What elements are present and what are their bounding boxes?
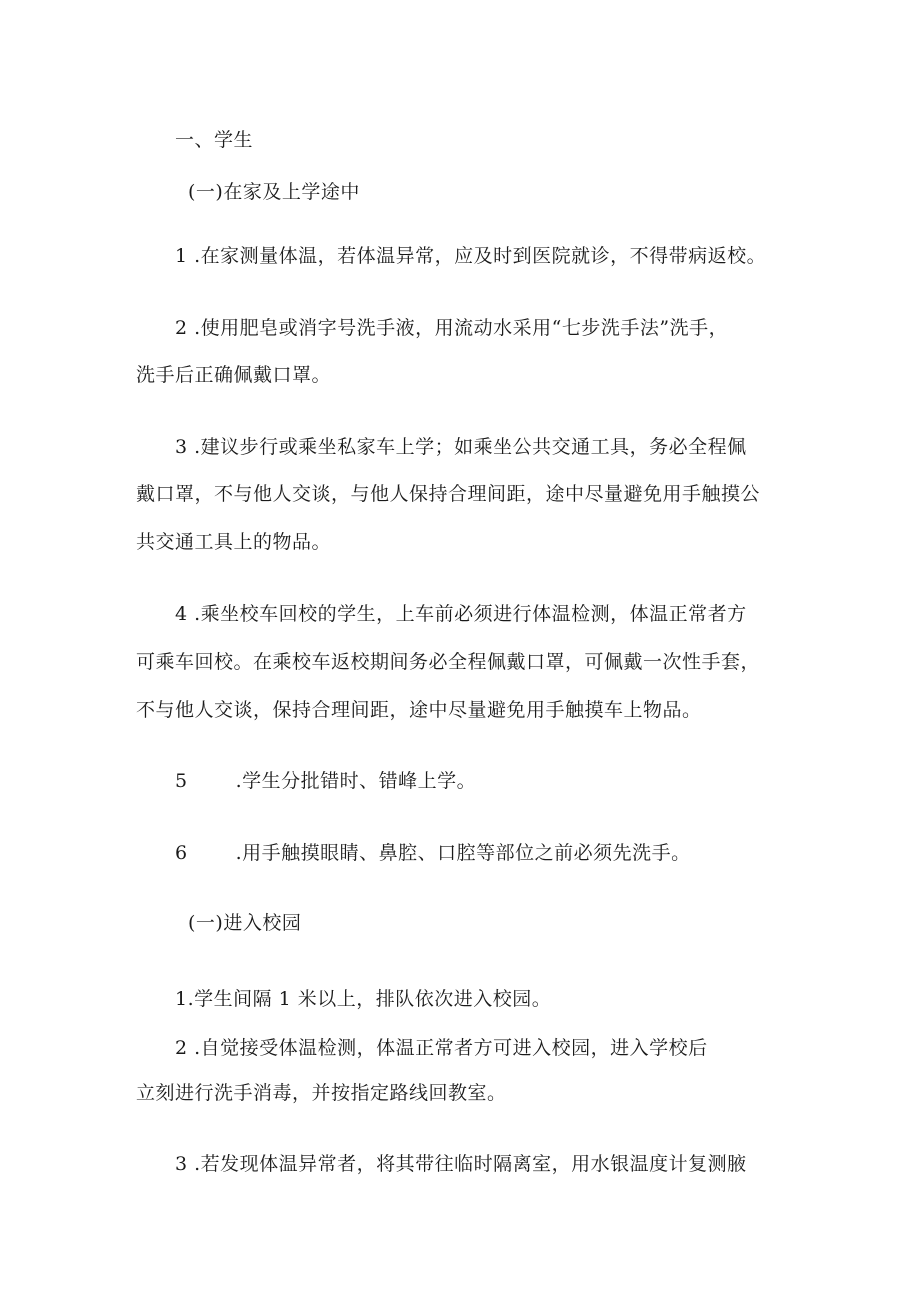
- item-5: [175, 769, 476, 793]
- item-3-line-3: 共交通工具上的物品。: [136, 531, 332, 553]
- item-2-line-2: 洗手后正确佩戴口罩。: [136, 364, 332, 386]
- item-6: [175, 841, 691, 865]
- subsection-title-home: (一)在家及上学途中: [188, 181, 360, 203]
- item-6-text: .用手触摸眼睛、鼻腔、口腔等部位之前必须先洗手。: [235, 842, 691, 864]
- campus-item-1-line-1: 1.学生间隔 1 米以上，排队依次进入校园。: [175, 988, 552, 1010]
- item-5-text: .学生分批错时、错峰上学。: [235, 770, 477, 792]
- subsection-title-campus: (一)进入校园: [188, 912, 302, 934]
- item-4-line-1: 4 .乘坐校车回校的学生，上车前必须进行体温检测，体温正常者方: [175, 603, 747, 625]
- section-heading: 一、学生: [175, 129, 254, 151]
- campus-item-2-line-2: 立刻进行洗手消毒，并按指定路线回教室。: [136, 1082, 507, 1104]
- item-4-line-2: 可乘车回校。在乘校车返校期间务必全程佩戴口罩，可佩戴一次性手套，: [136, 651, 761, 673]
- campus-item-3-line-1: 3 .若发现体温异常者，将其带往临时隔离室，用水银温度计复测腋: [175, 1153, 747, 1175]
- item-4-line-3: 不与他人交谈，保持合理间距，途中尽量避免用手触摸车上物品。: [136, 699, 702, 721]
- item-3-line-2: 戴口罩，不与他人交谈，与他人保持合理间距，途中尽量避免用手触摸公: [136, 483, 761, 505]
- item-5-number: 5: [175, 770, 188, 792]
- item-1-line-1: 1 .在家测量体温，若体温异常，应及时到医院就诊，不得带病返校。: [175, 245, 767, 267]
- item-2-line-1: 2 .使用肥皂或消字号洗手液，用流动水采用“七步洗手法”洗手，: [175, 317, 729, 339]
- campus-item-2-line-1: 2 .自觉接受体温检测，体温正常者方可进入校园，进入学校后: [175, 1037, 708, 1059]
- item-6-number: 6: [175, 842, 188, 864]
- item-3-line-1: 3 .建议步行或乘坐私家车上学；如乘坐公共交通工具，务必全程佩: [175, 436, 747, 458]
